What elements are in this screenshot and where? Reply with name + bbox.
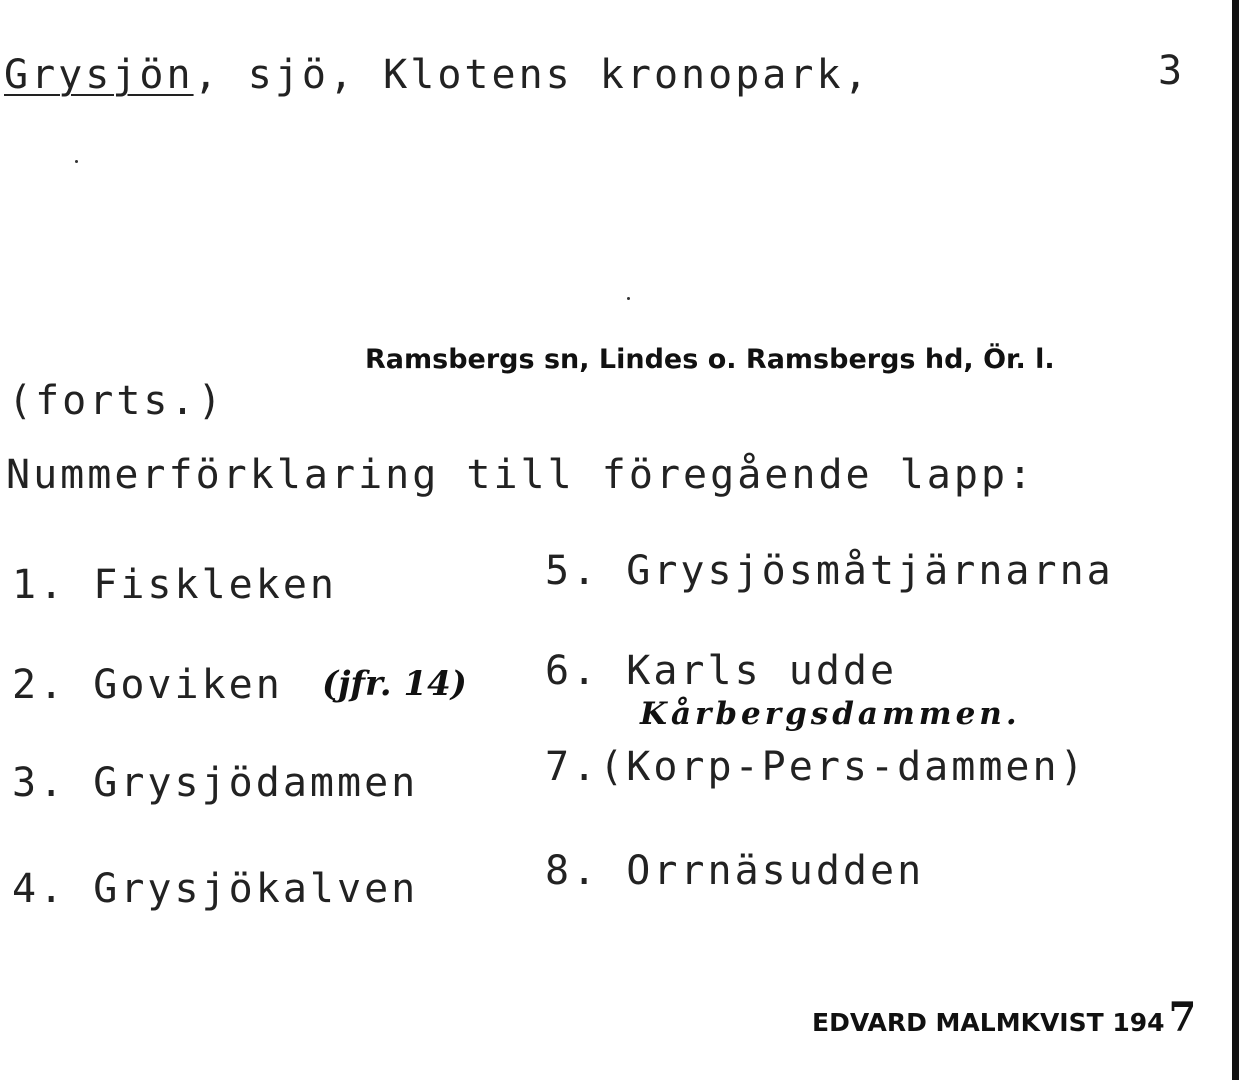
item-name: Grysjösmåtjärnarna bbox=[626, 548, 1114, 594]
item-name: Orrnäsudden bbox=[626, 848, 925, 894]
item-number: 6. bbox=[545, 648, 600, 694]
item-name: Goviken bbox=[93, 662, 283, 708]
list-item bbox=[12, 562, 337, 608]
item-number: 1. bbox=[12, 562, 67, 608]
item-number: 7. bbox=[545, 744, 600, 790]
item-number: 2. bbox=[12, 662, 67, 708]
card-number: 3 bbox=[1158, 48, 1186, 94]
continued-label: (forts.) bbox=[8, 378, 225, 424]
item-number: 5. bbox=[545, 548, 600, 594]
card-edge bbox=[1232, 0, 1239, 1080]
item-number: 4. bbox=[12, 866, 67, 912]
handwritten-correction: Kårbergsdammen. bbox=[640, 696, 1021, 732]
collector-stamp bbox=[812, 994, 1196, 1041]
location-stamp: Ramsbergs sn, Lindes o. Ramsbergs hd, Ör. l. bbox=[365, 344, 1055, 375]
speck bbox=[75, 160, 78, 163]
list-item bbox=[545, 648, 897, 694]
card-heading bbox=[4, 52, 871, 98]
speck bbox=[627, 297, 630, 300]
item-number: 8. bbox=[545, 848, 600, 894]
item-name: Fiskleken bbox=[93, 562, 338, 608]
list-item bbox=[545, 744, 1087, 790]
item-name: Grysjökalven bbox=[93, 866, 419, 912]
place-name: Grysjön bbox=[4, 52, 194, 98]
item-name: Karls udde bbox=[626, 648, 898, 694]
handwritten-year-digit: 7 bbox=[1168, 994, 1197, 1041]
list-item bbox=[12, 662, 283, 708]
collector-name: EDVARD MALMKVIST 194 bbox=[812, 1008, 1165, 1037]
list-item bbox=[545, 848, 924, 894]
intro-line: Nummerförklaring till föregående lapp: bbox=[6, 452, 1036, 498]
list-item bbox=[545, 548, 1114, 594]
list-item bbox=[12, 760, 418, 806]
item-name: (Korp-Pers-dammen) bbox=[599, 744, 1087, 790]
item-number: 3. bbox=[12, 760, 67, 806]
list-item bbox=[12, 866, 418, 912]
item-name: Grysjödammen bbox=[93, 760, 419, 806]
handwritten-note: (jfr. 14) bbox=[322, 664, 467, 704]
heading-rest: , sjö, Klotens kronopark, bbox=[193, 52, 871, 98]
